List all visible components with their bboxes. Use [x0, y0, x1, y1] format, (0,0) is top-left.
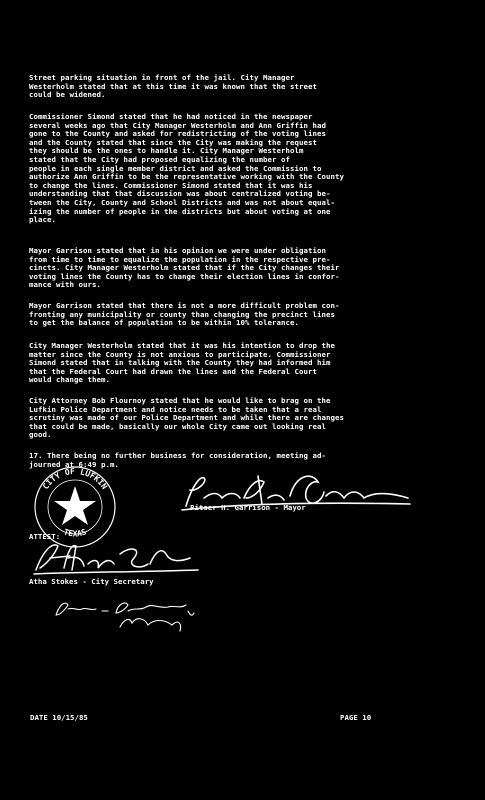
paragraph-drop-matter: City Manager Westerholm stated that it was his intention to drop the matter since the County is not anxious to participate. Commissioner Simond stated that in talking with the County they had informed him that the Federal Court had drawn the lines and the Federal Court would change them.	[29, 341, 335, 385]
attest-label: ATTEST:	[29, 532, 61, 541]
paragraph-equalize: Mayor Garrison stated that in his opinion we were under obligation from time to time to equalize the population in the respective pre- cincts. City Manager Westerholm stated that if the City changes their voting lines the County has to change their election lines in confor- mance with ours.	[29, 246, 340, 290]
svg-text:TEXAS	[63, 527, 88, 538]
seal-top-text: CITY OF LUFKIN	[41, 466, 109, 492]
footer-date: DATE 10/15/85	[30, 713, 88, 722]
paragraph-difficult-problem: Mayor Garrison stated that there is not a more difficult problem con- fronting any municipality or county than changing the precinct lines to get the balance of population to be within 10% tolerance.	[29, 301, 340, 328]
secretary-signature-icon	[30, 540, 200, 576]
paragraph-redistricting: Commissioner Simond stated that he had noticed in the newspaper several weeks ago that City Manager Westerholm and Ann Griffin had gone to the County and asked for redistricting of the voting lines and the County stated that since the City was making the request they should be the ones to handle it. City Manager Westerholm stated that the City had proposed equalizing the number of people in each single member district and asked the Commission to authorize Ann Griffin to be the representative working with the County to change the lines. Commissioner Simond stated that it was his understanding that that discussion was about centralized voting be- tween the City, County and School Districts and was not about equal- izing the number of people in the districts but about voting at one place.	[29, 112, 344, 225]
paragraph-adjourned: 17. There being no further business for consideration, meeting ad- journed at 6:49 p.m.	[29, 451, 326, 469]
secretary-name: Atha Stokes - City Secretary	[29, 577, 154, 586]
footer-page: PAGE 10	[340, 713, 372, 722]
paragraph-police: City Attorney Bob Flournoy stated that he would like to brag on the Lufkin Police Department and notice needs to be taken that a real scrutiny was made of our Police Department and while there are changes that could be made, basically our whole City came out looking real good.	[29, 396, 344, 440]
approval-handwriting-icon	[52, 597, 222, 637]
paragraph-parking: Street parking situation in front of the jail. City Manager Westerholm stated that at this time it was known that the street could be widened.	[29, 73, 317, 100]
seal-bottom-text: TEXAS	[62, 527, 88, 539]
mayor-name: Pitser H. Garrison - Mayor	[190, 503, 306, 512]
